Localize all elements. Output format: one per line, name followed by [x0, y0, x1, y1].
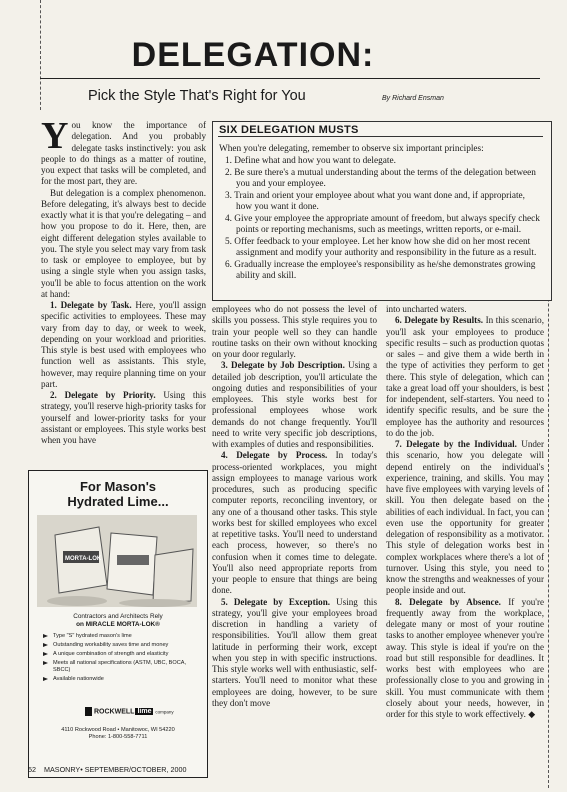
intro-paragraph — [41, 115, 206, 188]
box-list-item: 3. Train and orient your employee about what you want done and, if appropriate, how you want it done. — [225, 191, 526, 212]
bag-label: MORTA-LOK — [65, 556, 102, 562]
style-heading: 7. Delegate by the Individual. — [395, 439, 517, 449]
style-body: Here, you'll assign specific activities to employees. These may vary from day to day, or week to week, depending on your workload and priorities. This style is best used with employees who function well as assistants. This style, however, may require planning time on your part. — [41, 300, 206, 389]
style-body: Using this strategy, you'll give your employees broad discretion in handling a variety of responsibilities. You'll allow them great latitude in performing their work, except when you step in with specific instructions. This style works well with enthusiastic, self-starters. You'll need to monitor what these employees are doing, however, to be sure they don't move — [212, 596, 377, 708]
ad-tagline — [33, 613, 203, 629]
drop-cap: Y — [41, 115, 69, 157]
box-title: SIX DELEGATION MUSTS — [219, 124, 359, 136]
style-heading: 1. Delegate by Task. — [50, 300, 132, 310]
publication-line: MASONRY• SEPTEMBER/OCTOBER, 2000 — [44, 765, 187, 774]
ad-contact — [29, 727, 207, 741]
byline: By Richard Ensman — [382, 95, 444, 102]
logo-text-1: ROCKWELL — [94, 708, 135, 716]
style-heading: 8. Delegate by Absence. — [395, 596, 501, 607]
style-heading: 2. Delegate by Priority. — [50, 390, 156, 400]
lime-bags-illustration — [37, 515, 197, 607]
lime-advertisement — [28, 470, 208, 778]
ad-feature: Meets all national specifications (ASTM, UBC, BOCA, SBCC) — [43, 660, 201, 674]
article-column-3 — [386, 304, 544, 720]
title-rule — [40, 78, 540, 79]
ad-feature: Outstanding workability saves time and money — [43, 642, 201, 649]
style-heading: 4. Delegate by Process. — [221, 450, 328, 461]
ad-feature: Available nationwide — [43, 676, 201, 683]
style-heading: 6. Delegate by Results. — [395, 315, 484, 326]
article-title: DELEGATION: — [131, 36, 375, 74]
style-results — [386, 315, 544, 439]
style-individual — [386, 439, 544, 597]
ad-feature: A unique combination of strength and elasticity — [43, 651, 201, 658]
article-column-1 — [41, 115, 206, 446]
ad-headline — [29, 479, 207, 509]
rockwell-lime-logo — [85, 707, 174, 716]
box-list-item: 5. Offer feedback to your employee. Let her know how she did on her most recent assignment and modify your authority and responsibility in the future as a result. — [225, 237, 537, 258]
ad-tagline-line-2: on MIRACLE MORTA-LOK® — [76, 621, 160, 628]
box-title-rule — [218, 136, 543, 137]
style-task — [41, 300, 206, 390]
style-body: Using this strategy, you'll reserve high-priority tasks for yourself and lower-priority tasks for your assistant or employees. This style works best when you have — [41, 390, 206, 445]
article-subtitle: Pick the Style That's Right for You — [88, 88, 306, 104]
six-musts-box — [212, 121, 552, 301]
style-priority — [41, 390, 206, 446]
ad-address: 4110 Rockwood Road • Manitowoc, WI 54220 — [61, 727, 175, 733]
logo-text-3: company — [155, 709, 174, 715]
style-heading: 5. Delegate by Exception. — [221, 596, 331, 607]
style-body: Using a detailed job description, you'll articulate the ongoing duties and responsibilities of your employees. This style works best for professional employees whose work demands do not change frequently. You'll need to write very specific job descriptions, with examples of duties and responsibilities. — [212, 360, 378, 449]
paragraph: into uncharted waters. — [386, 304, 467, 314]
ad-tagline-line-1: Contractors and Architects Rely — [73, 613, 163, 620]
box-list-item: 6. Gradually increase the employee's responsibility as he/she demonstrates growing ability and skill. — [225, 260, 536, 281]
box-list-item: 2. Be sure there's a mutual understanding about the terms of the delegation between you and your employee. — [225, 168, 536, 189]
ad-feature: Type "S" hydrated mason's lime — [43, 633, 201, 640]
box-intro: When you're delegating, remember to observe six important principles: — [219, 144, 484, 154]
style-body: In today's process-oriented workplaces, you might assign employees to manage various work procedures, such as producing specific computer reports, reconciling inventory, or any one of a thousand other tasks. This style works best for skilled employees who excel at repetitive tasks. You'll need to understand each process, however, so there's no confusion when it comes time to delegate. You'll also need appropriate reports from your people to ensure that things are being done. — [212, 450, 377, 596]
box-list-item: 1. Define what and how you want to delegate. — [225, 156, 396, 166]
ad-headline-line-2: Hydrated Lime... — [67, 494, 169, 509]
end-mark: ◆ — [528, 709, 536, 719]
article-column-2 — [212, 304, 377, 709]
ad-feature-list — [43, 633, 201, 685]
box-list-item: 4. Give your employee the appropriate amount of freedom, but always specify check points or reporting mechanisms, such as meetings, written reports, or e-mail. — [225, 214, 540, 235]
intro-text: ou know the importance of delegation. And you probably delegate tasks instinctively: you ask people to do things as a matter of routine, you expect that tasks will be completed, and for the most part, they are. — [41, 120, 206, 187]
style-body: If you're frequently away from the workplace, delegate many or most of your routine tasks to another employee whenever you're away. This style is ideal if you're on the road but still responsible for deadlines. It works best with employees who are professionally close to you and growing in skill. You must communicate with them closely about your needs, however, in order for this style to work effectively. — [386, 596, 545, 719]
style-heading: 3. Delegate by Job Description. — [221, 360, 345, 371]
page-footer — [28, 765, 186, 774]
paragraph: But delegation is a complex phenomenon. Before delegating, it's always best to decide exactly what it is that you're delegating – and how you propose to do it. Here, then, are eight different delegation styles available to you. The style you select may vary from task to task or employee to employee, but by using a single style when you assign tasks, you'll be able to focus attention on the work at hand: — [41, 187, 206, 299]
page-number: 52 — [28, 765, 36, 774]
logo-text-2: lime — [137, 708, 152, 716]
style-job-description — [212, 360, 377, 450]
ad-headline-line-1: For Mason's — [79, 479, 157, 494]
style-body: In this scenario, you'll ask your employees to produce specific results – such as production quotas or sales – and give them a wide berth in the type of activities they perform to get there. This style of delegation, which can take a great load off your shoulders, is best for independent, self-starters. You need to identify specific results, and be sure the employee has the authority and resources to do the job. — [386, 315, 544, 438]
style-body: Under this scenario, how you delegate will depend entirely on the individual's experience, training, and skills. You may have five employees with varying levels of skill. You then delegate based on the abilities of each individual. In fact, you can even use the opportunity for greater delegation of responsibility as a motivator. This style of delegation works best in complex workplaces where there's a lot of turnover. Using this style, you need to know the strengths and weaknesses of your people inside and out. — [386, 439, 544, 596]
ad-phone: Phone: 1-800-558-7711 — [88, 734, 148, 740]
style-absence — [386, 597, 544, 721]
paragraph: employees who do not possess the level of skills you possess. This style requires you to train your people well so they can handle routine tasks on their own without knocking on your door regularly. — [212, 304, 377, 359]
box-list — [225, 156, 543, 283]
margin-guide-left — [40, 0, 41, 110]
style-process — [212, 450, 377, 596]
logo-mark — [85, 707, 92, 716]
style-exception — [212, 597, 377, 710]
